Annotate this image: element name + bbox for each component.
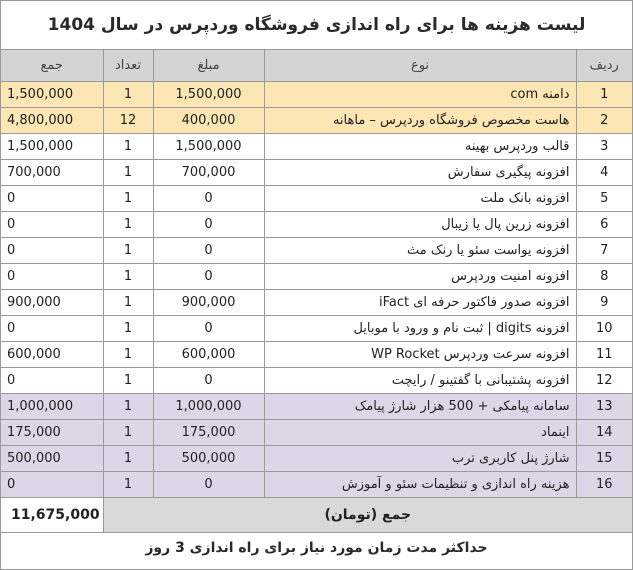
row-number-cell: 9 [576,290,632,316]
row-amount-cell: 1,500,000 [153,82,264,108]
row-amount-cell: 0 [153,472,264,498]
table-row [1,420,632,446]
row-count-cell: 1 [103,238,153,264]
row-amount-cell: 0 [153,368,264,394]
row-amount-cell: 400,000 [153,108,264,134]
row-total-cell: 700,000 [1,160,103,186]
row-count-cell: 1 [103,472,153,498]
table-row [1,394,632,420]
row-amount-cell: 0 [153,238,264,264]
row-number-cell: 5 [576,186,632,212]
table-row [1,368,632,394]
table-row [1,264,632,290]
row-number-cell: 4 [576,160,632,186]
table-row [1,212,632,238]
row-total-cell: 4,800,000 [1,108,103,134]
row-count-cell: 1 [103,420,153,446]
row-count-cell: 1 [103,134,153,160]
table-row [1,472,632,498]
row-amount-cell: 0 [153,212,264,238]
col-header-count: تعداد [103,50,153,82]
row-number-cell: 16 [576,472,632,498]
row-amount-cell: 1,500,000 [153,134,264,160]
row-type-cell: افزونه امنیت وردپرس [264,264,576,290]
row-total-cell: 900,000 [1,290,103,316]
row-number-cell: 8 [576,264,632,290]
row-amount-cell: 500,000 [153,446,264,472]
row-total-cell: 0 [1,212,103,238]
row-total-cell: 1,000,000 [1,394,103,420]
row-total-cell: 0 [1,316,103,342]
table-row [1,342,632,368]
row-total-cell: 175,000 [1,420,103,446]
sheet-title: لیست هزینه ها برای راه اندازی فروشگاه وردپرس در سال 1404 [1,1,632,50]
row-type-cell: افزونه یواست سئو یا رنک مث [264,238,576,264]
row-type-cell: افزونه بانک ملت [264,186,576,212]
row-type-cell: هاست مخصوص فروشگاه وردپرس – ماهانه [264,108,576,134]
col-header-amount: مبلغ [153,50,264,82]
row-amount-cell: 0 [153,186,264,212]
row-type-cell: افزونه پیگیری سفارش [264,160,576,186]
row-amount-cell: 700,000 [153,160,264,186]
row-count-cell: 1 [103,186,153,212]
row-number-cell: 11 [576,342,632,368]
row-amount-cell: 0 [153,316,264,342]
row-type-cell: افزونه digits | ثبت نام و ورود با موبایل [264,316,576,342]
table-row [1,82,632,108]
row-count-cell: 12 [103,108,153,134]
row-count-cell: 1 [103,446,153,472]
row-type-cell: قالب وردپرس بهینه [264,134,576,160]
row-number-cell: 13 [576,394,632,420]
cost-table [1,50,632,533]
row-number-cell: 2 [576,108,632,134]
row-count-cell: 1 [103,316,153,342]
setup-time-note: حداکثر مدت زمان مورد نیاز برای راه اندازی 3 روز [145,540,488,556]
row-number-cell: 6 [576,212,632,238]
row-number-cell: 7 [576,238,632,264]
row-type-cell: افزونه زرین پال یا زیبال [264,212,576,238]
row-type-cell: افزونه پشتیبانی با گفتینو / رایچت [264,368,576,394]
row-number-cell: 12 [576,368,632,394]
table-header-row [1,50,632,82]
row-amount-cell: 1,000,000 [153,394,264,420]
table-row [1,290,632,316]
row-count-cell: 1 [103,290,153,316]
row-type-cell: دامنه com [264,82,576,108]
row-total-cell: 1,500,000 [1,134,103,160]
col-header-row: ردیف [576,50,632,82]
row-amount-cell: 175,000 [153,420,264,446]
row-total-cell: 0 [1,472,103,498]
row-total-cell: 500,000 [1,446,103,472]
row-number-cell: 3 [576,134,632,160]
row-type-cell: هزینه راه اندازی و تنظیمات سئو و آموزش [264,472,576,498]
row-count-cell: 1 [103,160,153,186]
row-total-cell: 1,500,000 [1,82,103,108]
row-number-cell: 10 [576,316,632,342]
grand-total-label: جمع (تومان) [103,498,632,533]
row-number-cell: 1 [576,82,632,108]
grand-total-row [1,498,632,533]
grand-total-value: 11,675,000 [1,498,103,533]
table-row [1,238,632,264]
table-row [1,316,632,342]
table-row [1,108,632,134]
row-count-cell: 1 [103,342,153,368]
row-type-cell: افزونه سرعت وردپرس WP Rocket [264,342,576,368]
row-amount-cell: 600,000 [153,342,264,368]
row-number-cell: 15 [576,446,632,472]
row-count-cell: 1 [103,82,153,108]
row-total-cell: 0 [1,264,103,290]
table-row [1,160,632,186]
table-row [1,446,632,472]
row-type-cell: اینماد [264,420,576,446]
table-row [1,186,632,212]
table-row [1,134,632,160]
col-header-total: جمع [1,50,103,82]
row-count-cell: 1 [103,368,153,394]
row-type-cell: افزونه صدور فاکتور حرفه ای iFact [264,290,576,316]
row-type-cell: شارژ پنل کاربری ترب [264,446,576,472]
row-total-cell: 600,000 [1,342,103,368]
row-count-cell: 1 [103,394,153,420]
col-header-type: نوع [264,50,576,82]
table-body [1,82,632,498]
row-count-cell: 1 [103,212,153,238]
row-amount-cell: 0 [153,264,264,290]
row-amount-cell: 900,000 [153,290,264,316]
row-total-cell: 0 [1,368,103,394]
row-count-cell: 1 [103,264,153,290]
row-total-cell: 0 [1,238,103,264]
row-number-cell: 14 [576,420,632,446]
row-type-cell: سامانه پیامکی + 500 هزار شارژ پیامک [264,394,576,420]
row-total-cell: 0 [1,186,103,212]
